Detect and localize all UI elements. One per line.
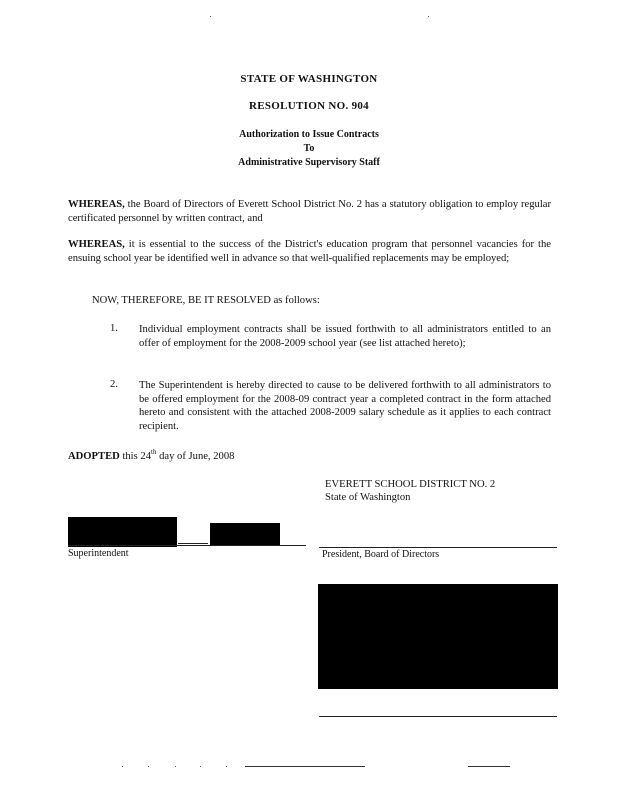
redacted-signature-block bbox=[68, 517, 177, 547]
whereas-paragraph-2 bbox=[68, 238, 551, 265]
resolved-text: as follows: bbox=[270, 295, 320, 306]
district-name: EVERETT SCHOOL DISTRICT NO. 2 bbox=[325, 479, 496, 490]
scan-speck bbox=[175, 766, 176, 767]
whereas-text: it is essential to the success of the District's education program that personnel vacancies for the ensuing school year be identified well in advance so that well-qualified replacements may be employed; bbox=[68, 239, 551, 264]
subject-line-1: Authorization to Issue Contracts bbox=[239, 129, 379, 140]
whereas-paragraph-1 bbox=[68, 198, 551, 225]
scan-speck bbox=[148, 766, 149, 767]
adopted-date-sup: th bbox=[151, 448, 157, 456]
board-signature-line bbox=[319, 716, 557, 717]
subject-line-3: Administrative Supervisory Staff bbox=[238, 157, 380, 168]
adopted-date-post: day of June, 2008 bbox=[156, 451, 235, 462]
faint-line-mark bbox=[468, 766, 510, 767]
item-number-2: 2. bbox=[110, 379, 118, 390]
redacted-signature-block bbox=[210, 523, 280, 545]
superintendent-signature-line bbox=[68, 545, 306, 546]
whereas-lead: WHEREAS, bbox=[68, 199, 125, 210]
scan-speck bbox=[428, 16, 429, 17]
redacted-signature-block bbox=[318, 584, 558, 689]
district-state: State of Washington bbox=[325, 492, 411, 503]
item-text-1: Individual employment contracts shall be issued forthwith to all administrators entitled to an offer of employment for the 2008-2009 school year (see list attached hereto); bbox=[139, 324, 551, 349]
whereas-lead: WHEREAS, bbox=[68, 239, 125, 250]
adopted-date-pre: this 24 bbox=[119, 451, 151, 462]
president-label: President, Board of Directors bbox=[322, 549, 440, 560]
scan-speck bbox=[200, 766, 201, 767]
scan-speck bbox=[122, 766, 123, 767]
whereas-text: the Board of Directors of Everett School District No. 2 has a statutory obligation to employ regular certificated personnel by written contract, and bbox=[68, 199, 551, 224]
scan-speck bbox=[210, 16, 211, 17]
resolved-lead: NOW, THEREFORE, BE IT RESOLVED bbox=[92, 295, 271, 306]
signature-stroke bbox=[178, 543, 208, 544]
scan-speck bbox=[226, 766, 227, 767]
adopted-lead: ADOPTED bbox=[68, 451, 120, 462]
adopted-line bbox=[68, 450, 368, 464]
subject-line-2: To bbox=[303, 143, 315, 154]
item-number-1: 1. bbox=[110, 323, 118, 334]
document-state-heading: STATE OF WASHINGTON bbox=[240, 73, 378, 85]
resolution-number-heading: RESOLUTION NO. 904 bbox=[248, 100, 369, 112]
superintendent-label: Superintendent bbox=[68, 548, 129, 559]
faint-line-mark bbox=[245, 766, 365, 767]
president-signature-line bbox=[319, 547, 557, 548]
item-text-2: The Superintendent is hereby directed to cause to be delivered forthwith to all administrators to be offered employment for the 2008-09 contract year a completed contract in the form attached hereto and consistent with the attached 2008-2009 salary schedule as it applies to each contract recipient. bbox=[139, 380, 551, 432]
resolved-paragraph bbox=[92, 294, 532, 308]
